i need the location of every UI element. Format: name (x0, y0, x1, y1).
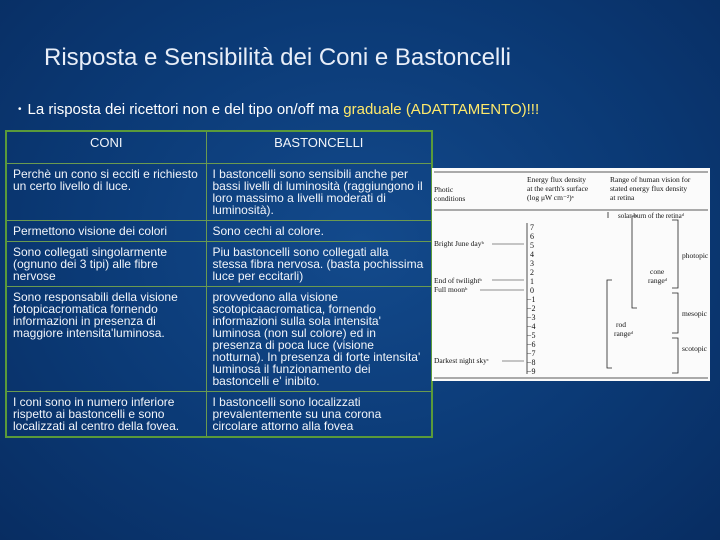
hdr-photic-2: conditions (434, 194, 466, 203)
label-photopic: photopic (682, 251, 709, 260)
cell-bastoncelli: I bastoncelli sono sensibili anche per bassi livelli di luminosità (raggiungono il loro massimo a livelli moderati di luminosità). (206, 164, 432, 221)
cell-coni: I coni sono in numero inferiore rispetto ai bastoncelli e sono localizzati al centro della fovea. (6, 392, 206, 438)
scale-tick: 5 (530, 241, 534, 250)
bullet-marker: • (18, 104, 22, 115)
label-rod-range: rod (616, 320, 626, 329)
hdr-flux-2: at the earth's surface (527, 184, 589, 193)
scale-tick: 6 (530, 232, 534, 241)
bullet-main: La risposta dei ricettori non e del tipo on/off ma (27, 101, 344, 118)
cell-bastoncelli: Piu bastoncelli sono collegati alla stessa fibra nervosa. (basta pochissima luce per eccitarli) (206, 242, 432, 287)
hdr-range-2: stated energy flux density (610, 184, 688, 193)
cell-bastoncelli: provvedono alla visione scotopicaacromatica, fornendo informazioni sulla sola intensita' luminosa (non sul colore) ed in presenza di poca luce (visione notturna). In presenza di forte intensita' luminosa il funzionamento dei bastoncelli e' inibito. (206, 287, 432, 392)
light-range-figure (432, 168, 710, 381)
scale-tick: 1 (530, 277, 534, 286)
label-cone-range: cone (650, 267, 665, 276)
scale-tick: −5 (527, 331, 536, 340)
bullet-highlight: graduale (ADATTAMENTO)!!! (343, 101, 540, 118)
cell-coni: Perchè un cono si ecciti e richiesto un certo livello di luce. (6, 164, 206, 221)
scale-tick: −2 (527, 304, 536, 313)
scale-tick: −1 (527, 295, 536, 304)
label-mesopic: mesopic (682, 309, 707, 318)
cell-coni: Sono collegati singolarmente (ognuno dei 3 tipi) alle fibre nervose (6, 242, 206, 287)
header-coni: CONI (6, 131, 206, 164)
cell-bastoncelli: I bastoncelli sono localizzati prevalentemente su una corona circolare attorno alla fovea (206, 392, 432, 438)
label-rod-range-2: rangeᵈ (614, 329, 633, 338)
scale-tick: 0 (530, 286, 534, 295)
hdr-range-3: at retina (610, 193, 635, 202)
label-cone-range-2: rangeᵈ (648, 276, 667, 285)
bullet-text (18, 101, 539, 118)
cell-coni: Sono responsabili della visione fotopicacromatica fornendo informazioni in presenza di maggiore intensita'luminosa. (6, 287, 206, 392)
cell-bastoncelli: Sono cechi al colore. (206, 221, 432, 242)
condition-twilight: End of twilightᵇ (434, 276, 482, 285)
condition-bright-day: Bright June dayᵇ (434, 239, 484, 248)
scale-tick: −7 (527, 349, 536, 358)
hdr-photic-1: Photic (434, 185, 454, 194)
table-row (6, 392, 432, 438)
table-row (6, 221, 432, 242)
hdr-range-1: Range of human vision for (610, 175, 691, 184)
label-solar-burn: solar burn of the retinaᵈ (618, 212, 684, 220)
scale-tick: −8 (527, 358, 536, 367)
comparison-table (5, 130, 433, 438)
hdr-flux-3: (log μW cm⁻²)ᵃ (527, 193, 574, 202)
scale-tick: −4 (527, 322, 536, 331)
slide-title: Risposta e Sensibilità dei Coni e Bastoncelli (44, 44, 511, 71)
table-row (6, 242, 432, 287)
table-header-row (6, 131, 432, 164)
scale-tick: 3 (530, 259, 534, 268)
scale-tick: 2 (530, 268, 534, 277)
label-scotopic: scotopic (682, 344, 707, 353)
condition-darkest-night: Darkest night skyᶜ (434, 356, 489, 365)
table-row (6, 287, 432, 392)
scale-tick: −6 (527, 340, 536, 349)
cell-coni: Permettono visione dei colori (6, 221, 206, 242)
scale-tick: 4 (530, 250, 534, 259)
table-row (6, 164, 432, 221)
hdr-flux-1: Energy flux density (527, 175, 587, 184)
scale-tick: −9 (527, 367, 536, 376)
scale-tick: 7 (530, 223, 534, 232)
scale-tick: −3 (527, 313, 536, 322)
header-bastoncelli: BASTONCELLI (206, 131, 432, 164)
condition-full-moon: Full moonᵇ (434, 285, 468, 294)
